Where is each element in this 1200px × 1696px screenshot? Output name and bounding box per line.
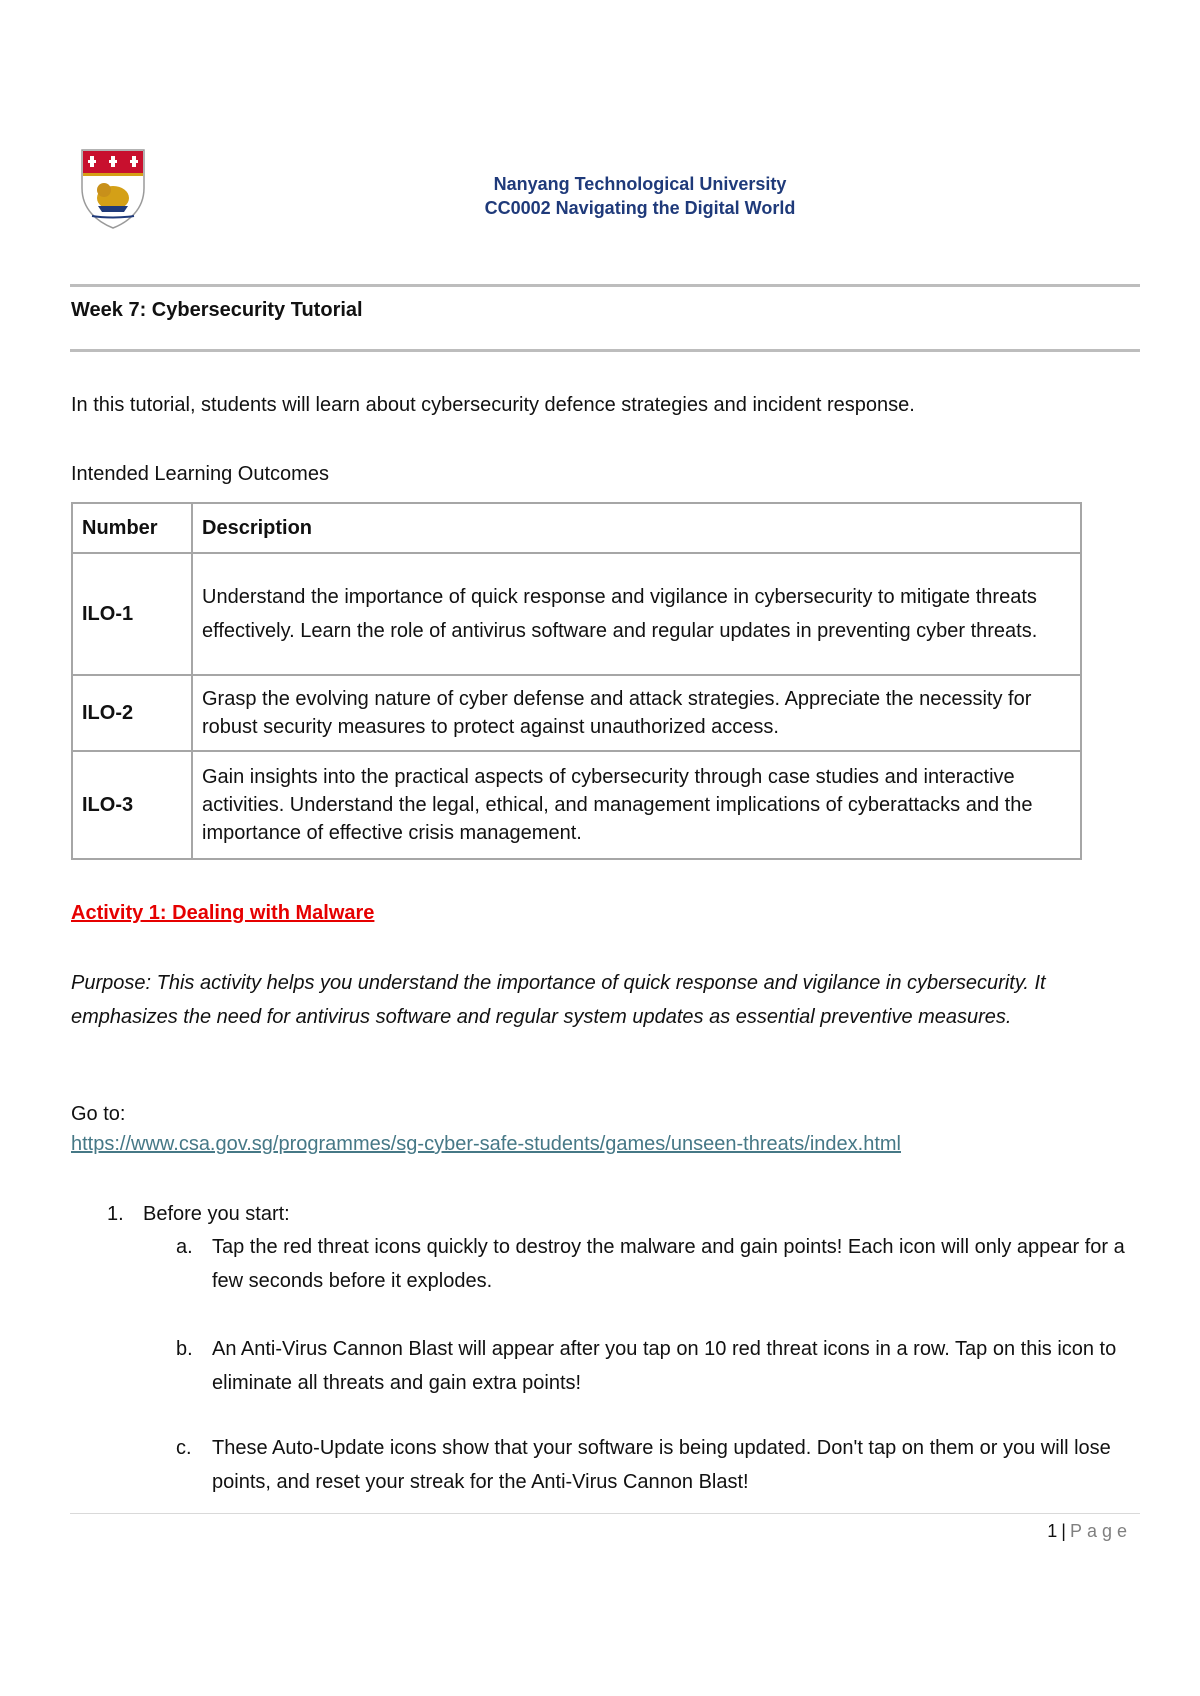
footer-rule xyxy=(70,1513,1140,1514)
page-number xyxy=(1047,1521,1132,1542)
ilo-description: Grasp the evolving nature of cyber defense and attack strategies. Appreciate the necessity for robust security measures to protect against unauthorized access. xyxy=(192,675,1081,751)
table-row xyxy=(72,751,1081,859)
document-header xyxy=(380,172,900,220)
ilo-description: Gain insights into the practical aspects of cybersecurity through case studies and interactive activities. Understand the legal, ethical, and management implications of cyberattacks and the importance of effective crisis management. xyxy=(192,751,1081,859)
table-row xyxy=(72,553,1081,675)
activity-title: Activity 1: Dealing with Malware xyxy=(71,902,375,924)
sub-item xyxy=(176,1431,1136,1499)
step-marker: 1. xyxy=(107,1203,124,1225)
page-title: Week 7: Cybersecurity Tutorial xyxy=(71,299,363,321)
game-link[interactable]: https://www.csa.gov.sg/programmes/sg-cyber-safe-students/games/unseen-threats/index.html xyxy=(71,1133,901,1155)
ilo-heading: Intended Learning Outcomes xyxy=(71,463,329,485)
table-row xyxy=(72,675,1081,751)
ilo-description: Understand the importance of quick response and vigilance in cybersecurity to mitigate threats effectively. Learn the role of antivirus software and regular updates in preventing cyber threats. xyxy=(192,553,1081,675)
course-name: CC0002 Navigating the Digital World xyxy=(484,198,796,218)
sub-item-marker: a. xyxy=(176,1236,193,1258)
sub-item-text: These Auto-Update icons show that your software is being updated. Don't tap on them or you will lose points, and reset your streak for the Anti-Virus Cannon Blast! xyxy=(212,1437,1111,1493)
ilo-number: ILO-2 xyxy=(72,675,192,751)
column-header-description: Description xyxy=(192,503,1081,553)
activity-purpose: Purpose: This activity helps you understand the importance of quick response and vigilance in cybersecurity. It emphasizes the need for antivirus software and regular system updates as essential preventive measures. xyxy=(71,972,1046,1028)
step-item xyxy=(107,1203,290,1226)
step-text: Before you start: xyxy=(143,1203,290,1225)
sub-item xyxy=(176,1332,1136,1400)
goto-label: Go to: xyxy=(71,1103,126,1125)
university-name: Nanyang Technological University xyxy=(493,174,787,194)
sub-item xyxy=(176,1230,1136,1298)
sub-item-text: Tap the red threat icons quickly to destroy the malware and gain points! Each icon will only appear for a few seconds before it explodes. xyxy=(212,1236,1125,1292)
sub-item-marker: b. xyxy=(176,1338,193,1360)
intro-paragraph: In this tutorial, students will learn about cybersecurity defence strategies and incident response. xyxy=(71,394,915,416)
ntu-crest-logo xyxy=(80,148,146,230)
page-number-value: 1 xyxy=(1047,1521,1058,1541)
title-bottom-rule xyxy=(70,349,1140,352)
ilo-table xyxy=(71,502,1082,860)
ilo-number: ILO-3 xyxy=(72,751,192,859)
ilo-table-header-row xyxy=(72,503,1081,553)
title-top-rule xyxy=(70,284,1140,287)
column-header-number: Number xyxy=(72,503,192,553)
sub-item-text: An Anti-Virus Cannon Blast will appear after you tap on 10 red threat icons in a row. Tap on this icon to eliminate all threats and gain extra points! xyxy=(212,1338,1117,1394)
page-word: Page xyxy=(1069,1521,1132,1541)
page-number-separator: | xyxy=(1061,1521,1066,1541)
ilo-number: ILO-1 xyxy=(72,553,192,675)
sub-item-marker: c. xyxy=(176,1437,192,1459)
